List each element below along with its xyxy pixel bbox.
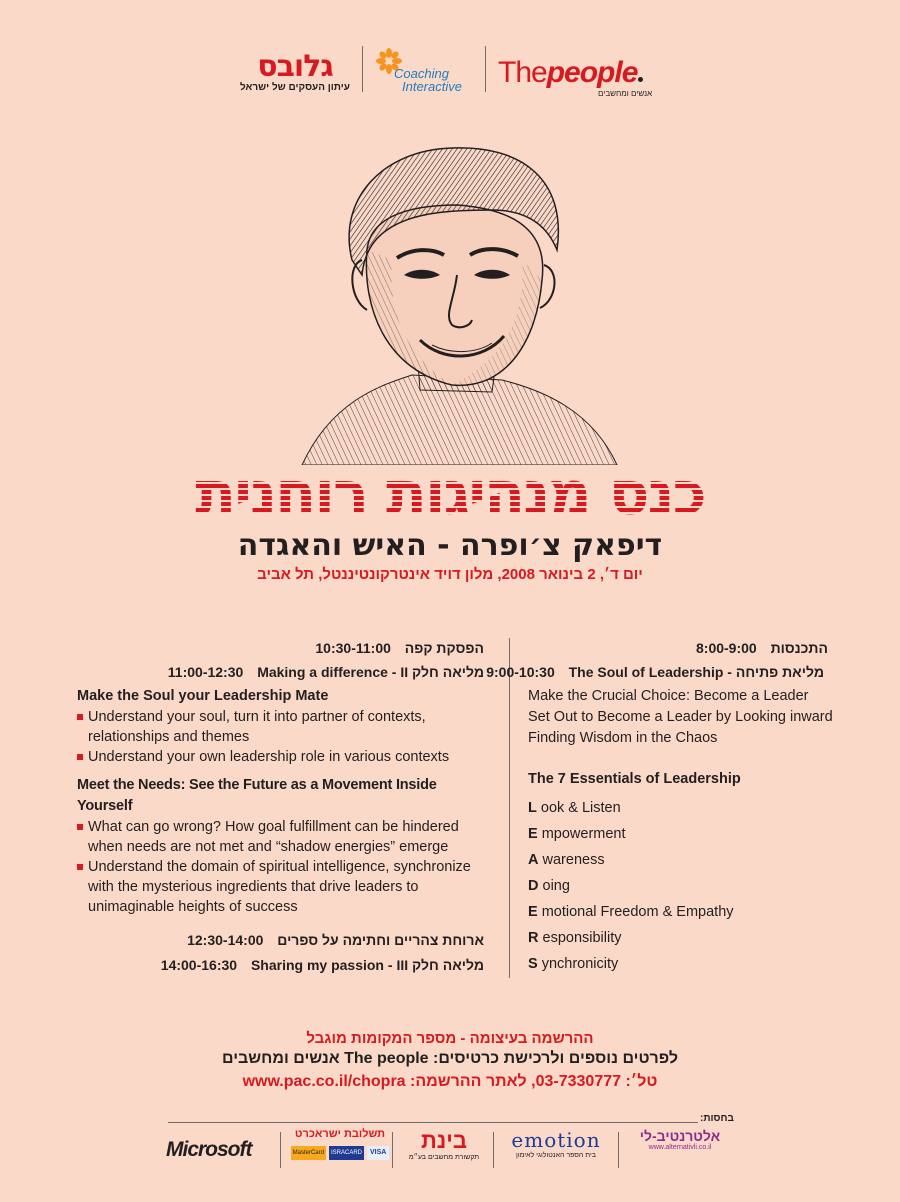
ticket-info: לפרטים נוספים ולרכישת כרטיסים: The people אנשים ומחשבים	[222, 1050, 678, 1067]
schedule-time: 11:00-12:30	[167, 664, 244, 680]
essential-letter: A	[528, 852, 539, 868]
globes-tagline: עיתון העסקים של ישראל	[240, 82, 350, 93]
bullet-item: What can go wrong? How goal fulfillment can be hindered when needs are not met and “shadow energies” emerge	[77, 817, 487, 857]
opening-topics	[528, 686, 833, 749]
sponsor-divider	[392, 1132, 393, 1168]
essentials-list	[528, 795, 734, 977]
essentials-title: The 7 Essentials of Leadership	[528, 771, 741, 787]
event-subtitle: דיפאק צ׳ופרה - האיש והאגדה	[237, 528, 663, 563]
thepeople-logo	[498, 56, 643, 90]
essential-item	[528, 795, 734, 821]
essential-text: ynchronicity	[541, 956, 619, 972]
emotion-subtext: בית הספר האנטולוגי לאימון	[516, 1152, 596, 1159]
topic-line: Finding Wisdom in the Chaos	[528, 730, 718, 746]
emotion-logo	[500, 1128, 612, 1170]
column-divider	[509, 638, 510, 978]
contact-line: טל׳: 03-7330777, לאתר ההרשמה: www.pac.co.il/chopra	[242, 1073, 658, 1090]
schedule-label: הפסקת קפה	[404, 640, 484, 656]
alternativ-logo	[624, 1128, 736, 1170]
essential-text: wareness	[542, 852, 605, 868]
schedule-label: מליאת פתיחה -	[723, 664, 824, 680]
header-divider	[485, 46, 486, 92]
people-text: people	[546, 56, 638, 89]
bullet-item: Understand your soul, turn it into partner of contexts, relationships and themes	[77, 707, 487, 747]
sponsor-divider	[493, 1132, 494, 1168]
essential-text: mpowerment	[541, 826, 626, 842]
essential-item	[528, 951, 734, 977]
section-title: Meet the Needs: See the Future as a Movement Inside Yourself	[77, 777, 437, 814]
dot-icon	[638, 77, 643, 82]
thepeople-tagline: אנשים ומחשבים	[598, 89, 653, 98]
visa-icon: VISA	[367, 1146, 389, 1160]
bynet-subtext: תקשורת מחשבים בע״מ	[408, 1154, 480, 1161]
essential-text: motional Freedom & Empathy	[541, 904, 734, 920]
emotion-text: emotion	[511, 1128, 601, 1152]
session-title: Making a difference	[257, 664, 388, 680]
isracard-icon: ISRACARD	[329, 1146, 364, 1160]
the-text: The	[498, 56, 547, 89]
isracard-logo	[290, 1128, 390, 1170]
interactive-text: Interactive	[402, 79, 462, 94]
schedule-time: 12:30-14:00	[187, 932, 264, 948]
event-dateline: יום ד׳, 2 בינואר 2008, מלון דויד אינטרקונטיננטל, תל אביב	[257, 566, 643, 583]
topic-line: Make the Crucial Choice: Become a Leader	[528, 688, 809, 704]
schedule-label: ארוחת צהריים וחתימה על ספרים	[277, 932, 484, 948]
bullet-item: Understand the domain of spiritual intelligence, synchronize with the mysterious ingredients that drive leaders to unimaginable heights of success	[77, 857, 487, 917]
plenary2-content	[77, 686, 487, 917]
sponsor-divider	[280, 1132, 281, 1168]
header-divider	[362, 46, 363, 92]
coaching-interactive-logo	[376, 48, 480, 94]
schedule-label: התכנסות	[770, 640, 828, 656]
microsoft-text: Microsoft	[166, 1138, 252, 1161]
schedule-row-coffee	[170, 640, 484, 656]
bynet-text: בינת	[421, 1128, 467, 1153]
schedule-row-opening	[486, 664, 824, 680]
essential-text: oing	[542, 878, 570, 894]
schedule-time: 14:00-16:30	[160, 957, 238, 973]
essential-item	[528, 821, 734, 847]
session-title: The Soul of Leadership	[568, 664, 724, 680]
globes-logo	[238, 49, 352, 93]
essential-item	[528, 847, 734, 873]
card-icons	[290, 1146, 390, 1160]
schedule-row-gathering	[696, 640, 828, 656]
session-title: Sharing my passion	[250, 957, 384, 973]
alternativ-url: www.alternativli.co.il	[648, 1144, 712, 1151]
bynet-logo	[400, 1128, 488, 1170]
essential-letter: S	[528, 956, 538, 972]
schedule-time: 10:30-11:00	[315, 640, 391, 656]
essential-letter: L	[528, 800, 537, 816]
essential-text: ook & Listen	[540, 800, 621, 816]
coaching-text: Coaching	[394, 66, 449, 81]
bullet-item: Understand your own leadership role in various contexts	[77, 747, 487, 767]
event-title: כנס מנהיגות רוחנית	[110, 460, 790, 528]
microsoft-logo	[166, 1128, 276, 1170]
schedule-row-plenary2	[150, 664, 484, 680]
essential-item	[528, 899, 734, 925]
schedule-row-lunch	[150, 932, 484, 948]
topic-line: Set Out to Become a Leader by Looking inward	[528, 709, 833, 725]
sponsor-divider	[618, 1132, 619, 1168]
sponsors-divider	[168, 1122, 698, 1123]
section-title: Make the Soul your Leadership Mate	[77, 688, 329, 704]
essential-letter: E	[528, 904, 538, 920]
schedule-time: 8:00-9:00	[696, 640, 757, 656]
globes-logo-mark: גלובס	[257, 49, 333, 84]
essential-item	[528, 873, 734, 899]
schedule-time: 9:00-10:30	[486, 664, 555, 680]
portrait-illustration	[292, 140, 622, 465]
alternativ-text: אלטרנטיב-לי	[639, 1128, 721, 1144]
essential-text: esponsibility	[542, 930, 622, 946]
essential-letter: E	[528, 826, 538, 842]
essential-letter: R	[528, 930, 539, 946]
isracard-text: תשלובת ישראכרט	[294, 1128, 386, 1140]
essential-item	[528, 925, 734, 951]
schedule-row-plenary3	[150, 957, 484, 973]
schedule-label: מליאה חלק II -	[387, 664, 484, 680]
mastercard-icon: MasterCard	[291, 1146, 326, 1160]
schedule-label: מליאה חלק III -	[384, 957, 484, 973]
essential-letter: D	[528, 878, 539, 894]
registration-notice: ההרשמה בעיצומה - מספר המקומות מוגבל	[306, 1030, 594, 1047]
sponsors-label: בחסות:	[700, 1113, 734, 1124]
